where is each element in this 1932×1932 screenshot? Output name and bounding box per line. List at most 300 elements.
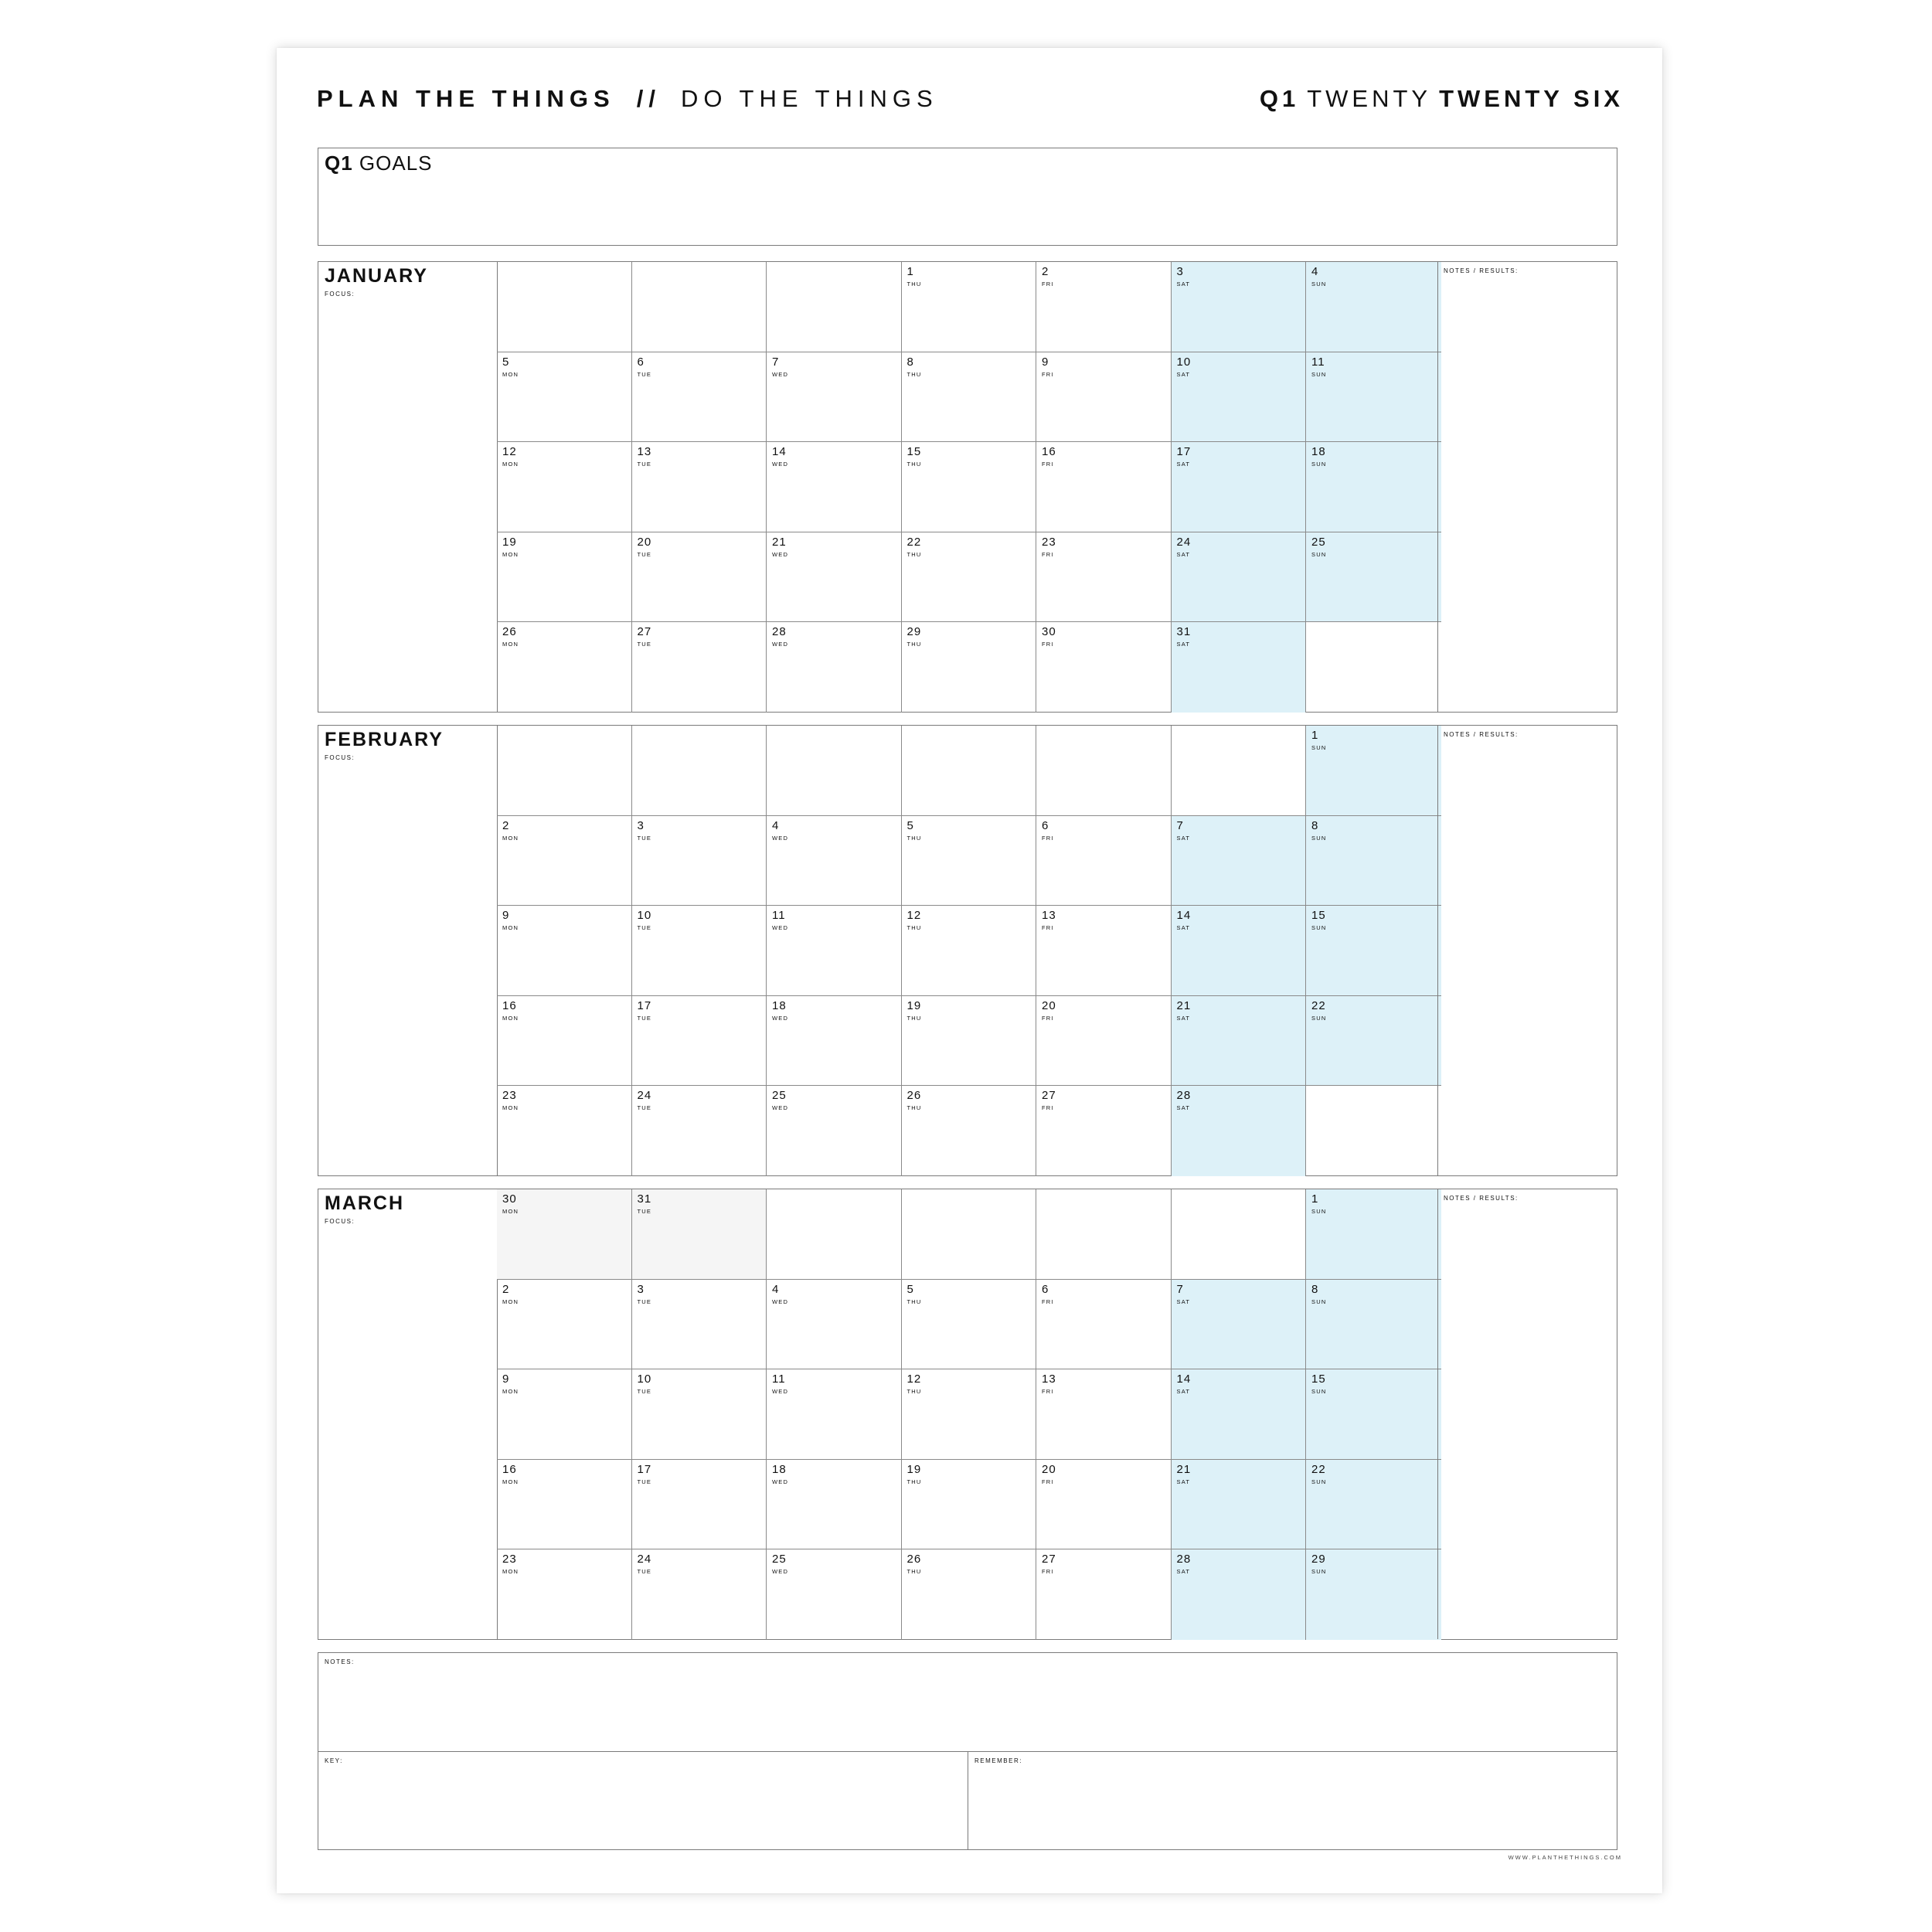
weekday-label: FRI: [1042, 370, 1054, 378]
weekday-label: TUE: [637, 834, 652, 842]
weekday-label: SAT: [1176, 1388, 1191, 1395]
weekday-label: FRI: [1042, 461, 1054, 468]
day-cell[interactable]: [902, 532, 1037, 623]
day-cell[interactable]: [1036, 1280, 1172, 1370]
weekday-label: SAT: [1176, 1014, 1191, 1022]
weekday-label: FRI: [1042, 1568, 1054, 1575]
weekday-label: SUN: [1311, 924, 1327, 931]
day-number: 16: [502, 998, 517, 1012]
day-number: 19: [906, 1462, 922, 1476]
weekday-label: WED: [772, 1104, 789, 1111]
empty-cell: [497, 726, 632, 816]
day-cell[interactable]: [902, 996, 1037, 1087]
day-number: 22: [906, 535, 922, 549]
weekday-label: SUN: [1311, 1568, 1327, 1575]
day-cell[interactable]: [1172, 532, 1307, 623]
day-number: 6: [1042, 1282, 1049, 1296]
day-cell[interactable]: [902, 622, 1037, 713]
day-cell[interactable]: [1036, 622, 1172, 713]
day-cell[interactable]: [632, 1460, 767, 1550]
weekday-label: TUE: [637, 1298, 652, 1305]
day-cell[interactable]: [767, 622, 902, 713]
weekday-label: SAT: [1176, 281, 1191, 287]
day-number: 6: [637, 355, 645, 369]
weekday-label: MON: [502, 461, 519, 468]
day-cell[interactable]: [632, 1549, 767, 1640]
day-cell[interactable]: [497, 906, 632, 996]
weekday-label: SUN: [1311, 550, 1327, 558]
footer-url: WWW.PLANTHETHINGS.COM: [1508, 1854, 1622, 1861]
weekday-label: WED: [772, 641, 789, 648]
day-number: 28: [772, 625, 787, 638]
bottom-section: [318, 1652, 1617, 1850]
day-cell[interactable]: [767, 1369, 902, 1460]
day-cell[interactable]: [1172, 1086, 1307, 1176]
day-cell[interactable]: [902, 1280, 1037, 1370]
notes-label: NOTES:: [325, 1658, 355, 1665]
day-number: 3: [1176, 265, 1184, 278]
day-number: 12: [502, 445, 517, 458]
day-cell[interactable]: [497, 1280, 632, 1370]
day-number: 24: [637, 1089, 652, 1102]
weekday-label: SAT: [1176, 641, 1191, 648]
day-cell[interactable]: [902, 1369, 1037, 1460]
day-number: 6: [1042, 818, 1049, 832]
day-number: 11: [772, 1372, 786, 1386]
empty-cell: [1036, 1189, 1172, 1280]
month-block-0: [318, 261, 1617, 713]
day-cell[interactable]: [1036, 532, 1172, 623]
day-cell[interactable]: [632, 532, 767, 623]
weekday-label: TUE: [637, 1568, 652, 1575]
weekday-label: FRI: [1042, 834, 1054, 842]
empty-cell: [632, 262, 767, 352]
weekday-label: FRI: [1042, 1104, 1054, 1111]
day-number: 20: [1042, 998, 1056, 1012]
day-cell[interactable]: [1036, 1086, 1172, 1176]
day-cell[interactable]: [1306, 1369, 1441, 1460]
day-cell[interactable]: [497, 1189, 632, 1280]
weekday-label: SUN: [1311, 1478, 1327, 1485]
day-cell[interactable]: [632, 442, 767, 532]
remember-label: REMEMBER:: [975, 1757, 1022, 1764]
day-number: 23: [1042, 535, 1056, 549]
key-label: KEY:: [325, 1757, 343, 1764]
weekday-label: SUN: [1311, 744, 1327, 751]
day-cell[interactable]: [632, 996, 767, 1087]
day-cell[interactable]: [497, 1369, 632, 1460]
empty-cell: [1306, 1086, 1441, 1176]
month-name: JANUARY: [325, 265, 428, 287]
day-cell[interactable]: [1172, 352, 1307, 443]
goals-q: Q1: [325, 151, 353, 175]
weekday-label: MON: [502, 370, 519, 378]
day-cell[interactable]: [1306, 996, 1441, 1087]
day-number: 11: [772, 909, 786, 922]
day-cell[interactable]: [497, 1549, 632, 1640]
weekday-label: SUN: [1311, 1298, 1327, 1305]
day-number: 27: [637, 625, 652, 638]
weekday-label: TUE: [637, 924, 652, 931]
weekday-label: WED: [772, 1568, 789, 1575]
weekday-label: SAT: [1176, 834, 1191, 842]
day-number: 18: [772, 998, 787, 1012]
weekday-label: THU: [906, 924, 922, 931]
day-cell[interactable]: [767, 816, 902, 906]
weekday-label: TUE: [637, 1388, 652, 1395]
day-number: 4: [772, 1282, 780, 1296]
day-number: 9: [1042, 355, 1049, 369]
day-cell[interactable]: [767, 1549, 902, 1640]
weekday-label: THU: [906, 1568, 922, 1575]
weekday-label: THU: [906, 281, 922, 287]
goals-box[interactable]: [318, 148, 1617, 246]
day-number: 25: [1311, 535, 1326, 549]
empty-cell: [1306, 622, 1441, 713]
day-cell[interactable]: [497, 442, 632, 532]
day-cell[interactable]: [767, 1086, 902, 1176]
weekday-label: TUE: [637, 1478, 652, 1485]
weekday-label: THU: [906, 1298, 922, 1305]
day-cell[interactable]: [1036, 816, 1172, 906]
day-number: 1: [906, 265, 914, 278]
day-number: 14: [772, 445, 787, 458]
day-cell[interactable]: [767, 1460, 902, 1550]
day-number: 3: [637, 1282, 645, 1296]
day-cell[interactable]: [1306, 352, 1441, 443]
day-cell[interactable]: [1306, 1460, 1441, 1550]
weekday-label: FRI: [1042, 1014, 1054, 1022]
day-number: 10: [1176, 355, 1192, 369]
weekday-label: WED: [772, 1298, 789, 1305]
weekday-label: THU: [906, 1478, 922, 1485]
empty-cell: [902, 726, 1037, 816]
day-cell[interactable]: [902, 352, 1037, 443]
weekday-label: TUE: [637, 1208, 652, 1215]
notes-results-label: NOTES / RESULTS:: [1444, 1195, 1519, 1202]
day-cell[interactable]: [497, 1460, 632, 1550]
weekday-label: THU: [906, 550, 922, 558]
weekday-label: MON: [502, 1568, 519, 1575]
day-number: 26: [906, 1089, 922, 1102]
weekday-label: SAT: [1176, 1478, 1191, 1485]
header-do: DO THE THINGS: [680, 85, 938, 112]
day-cell[interactable]: [632, 816, 767, 906]
day-cell[interactable]: [1036, 1460, 1172, 1550]
notes-divider: [1437, 262, 1438, 712]
weekday-label: SUN: [1311, 461, 1327, 468]
day-cell[interactable]: [1306, 532, 1441, 623]
weekday-label: SAT: [1176, 1298, 1191, 1305]
day-number: 3: [637, 818, 645, 832]
day-cell[interactable]: [767, 442, 902, 532]
day-cell[interactable]: [632, 352, 767, 443]
weekday-label: WED: [772, 1014, 789, 1022]
weekday-label: THU: [906, 1014, 922, 1022]
day-cell[interactable]: [902, 442, 1037, 532]
header-year-bold: TWENTY SIX: [1439, 85, 1624, 112]
day-number: 10: [637, 909, 652, 922]
day-cell[interactable]: [767, 1280, 902, 1370]
day-cell[interactable]: [902, 816, 1037, 906]
notes-divider: [1437, 726, 1438, 1175]
weekday-label: FRI: [1042, 1478, 1054, 1485]
weekday-label: SAT: [1176, 550, 1191, 558]
header-plan: PLAN THE THINGS: [317, 85, 615, 112]
day-cell[interactable]: [1172, 1280, 1307, 1370]
day-number: 10: [637, 1372, 652, 1386]
day-number: 31: [637, 1192, 652, 1206]
day-number: 20: [1042, 1462, 1056, 1476]
day-number: 7: [1176, 818, 1184, 832]
day-number: 13: [1042, 1372, 1056, 1386]
day-number: 17: [637, 998, 652, 1012]
day-cell[interactable]: [1036, 442, 1172, 532]
empty-cell: [1172, 726, 1307, 816]
day-number: 21: [772, 535, 787, 549]
day-cell[interactable]: [497, 532, 632, 623]
day-cell[interactable]: [1306, 262, 1441, 352]
month-name: MARCH: [325, 1192, 405, 1214]
weekday-label: FRI: [1042, 1298, 1054, 1305]
weekday-label: SAT: [1176, 461, 1191, 468]
day-cell[interactable]: [497, 816, 632, 906]
weekday-label: TUE: [637, 370, 652, 378]
day-number: 11: [1311, 355, 1325, 369]
day-number: 12: [906, 909, 922, 922]
day-number: 29: [906, 625, 922, 638]
focus-label: FOCUS:: [325, 754, 355, 761]
weekday-label: SAT: [1176, 1568, 1191, 1575]
day-number: 13: [1042, 909, 1056, 922]
day-cell[interactable]: [1172, 1549, 1307, 1640]
weekday-label: MON: [502, 1388, 519, 1395]
weekday-label: FRI: [1042, 924, 1054, 931]
header-quarter: [1260, 85, 1624, 113]
day-number: 16: [502, 1462, 517, 1476]
day-number: 4: [772, 818, 780, 832]
day-number: 4: [1311, 265, 1319, 278]
day-cell[interactable]: [1306, 442, 1441, 532]
focus-label: FOCUS:: [325, 291, 355, 298]
day-number: 8: [1311, 1282, 1319, 1296]
day-number: 20: [637, 535, 652, 549]
day-cell[interactable]: [1036, 996, 1172, 1087]
day-cell[interactable]: [902, 262, 1037, 352]
weekday-label: TUE: [637, 461, 652, 468]
day-cell[interactable]: [902, 906, 1037, 996]
day-number: 23: [502, 1089, 517, 1102]
weekday-label: THU: [906, 834, 922, 842]
day-number: 24: [637, 1553, 652, 1566]
day-cell[interactable]: [1172, 906, 1307, 996]
weekday-label: MON: [502, 1298, 519, 1305]
day-cell[interactable]: [1036, 1549, 1172, 1640]
day-cell[interactable]: [1172, 622, 1307, 713]
weekday-label: SUN: [1311, 281, 1327, 287]
day-number: 8: [1311, 818, 1319, 832]
day-number: 21: [1176, 998, 1192, 1012]
day-number: 30: [502, 1192, 517, 1206]
day-cell[interactable]: [1036, 352, 1172, 443]
weekday-label: SAT: [1176, 1104, 1191, 1111]
day-cell[interactable]: [1306, 726, 1441, 816]
day-number: 2: [502, 1282, 510, 1296]
day-number: 18: [772, 1462, 787, 1476]
day-cell[interactable]: [1036, 262, 1172, 352]
day-number: 29: [1311, 1553, 1326, 1566]
notes-results-label: NOTES / RESULTS:: [1444, 267, 1519, 274]
day-number: 15: [906, 445, 922, 458]
weekday-label: WED: [772, 370, 789, 378]
day-number: 5: [906, 1282, 914, 1296]
weekday-label: MON: [502, 550, 519, 558]
day-number: 31: [1176, 625, 1192, 638]
day-cell[interactable]: [632, 1086, 767, 1176]
day-number: 17: [1176, 445, 1192, 458]
day-number: 7: [1176, 1282, 1184, 1296]
weekday-label: SUN: [1311, 1014, 1327, 1022]
weekday-label: WED: [772, 1388, 789, 1395]
weekday-label: MON: [502, 924, 519, 931]
day-cell[interactable]: [767, 906, 902, 996]
day-number: 24: [1176, 535, 1192, 549]
weekday-label: MON: [502, 1208, 519, 1215]
day-cell[interactable]: [767, 352, 902, 443]
day-number: 14: [1176, 1372, 1192, 1386]
day-number: 30: [1042, 625, 1056, 638]
day-cell[interactable]: [1036, 906, 1172, 996]
day-number: 14: [1176, 909, 1192, 922]
month-block-1: [318, 725, 1617, 1176]
day-number: 12: [906, 1372, 922, 1386]
day-cell[interactable]: [632, 1369, 767, 1460]
weekday-label: TUE: [637, 1014, 652, 1022]
weekday-label: MON: [502, 834, 519, 842]
day-number: 19: [906, 998, 922, 1012]
day-number: 18: [1311, 445, 1326, 458]
weekday-label: THU: [906, 1104, 922, 1111]
notes-results-label: NOTES / RESULTS:: [1444, 731, 1519, 738]
day-cell[interactable]: [1306, 816, 1441, 906]
weekday-label: FRI: [1042, 641, 1054, 648]
day-cell[interactable]: [632, 906, 767, 996]
weekday-label: TUE: [637, 641, 652, 648]
day-cell[interactable]: [902, 1086, 1037, 1176]
day-number: 25: [772, 1553, 787, 1566]
month-block-2: [318, 1189, 1617, 1640]
goals-label: GOALS: [359, 151, 433, 175]
day-cell[interactable]: [767, 996, 902, 1087]
month-name: FEBRUARY: [325, 729, 444, 750]
day-cell[interactable]: [1172, 996, 1307, 1087]
weekday-label: WED: [772, 461, 789, 468]
day-number: 9: [502, 1372, 510, 1386]
day-number: 8: [906, 355, 914, 369]
day-cell[interactable]: [1172, 1460, 1307, 1550]
weekday-label: THU: [906, 1388, 922, 1395]
day-number: 26: [906, 1553, 922, 1566]
empty-cell: [767, 262, 902, 352]
weekday-label: WED: [772, 924, 789, 931]
focus-label: FOCUS:: [325, 1218, 355, 1225]
weekday-label: SUN: [1311, 1208, 1327, 1215]
weekday-label: THU: [906, 370, 922, 378]
weekday-label: FRI: [1042, 281, 1054, 287]
day-cell[interactable]: [632, 1189, 767, 1280]
day-cell[interactable]: [497, 996, 632, 1087]
day-number: 28: [1176, 1553, 1192, 1566]
day-cell[interactable]: [1306, 1549, 1441, 1640]
weekday-label: FRI: [1042, 1388, 1054, 1395]
day-cell[interactable]: [1172, 816, 1307, 906]
empty-cell: [902, 1189, 1037, 1280]
planner-sheet: [277, 48, 1662, 1893]
weekday-label: THU: [906, 641, 922, 648]
day-cell[interactable]: [1172, 1369, 1307, 1460]
weekday-label: WED: [772, 550, 789, 558]
day-cell[interactable]: [1036, 1369, 1172, 1460]
day-cell[interactable]: [497, 1086, 632, 1176]
day-number: 27: [1042, 1089, 1056, 1102]
day-cell[interactable]: [1172, 262, 1307, 352]
weekday-label: THU: [906, 461, 922, 468]
day-number: 5: [502, 355, 510, 369]
day-number: 5: [906, 818, 914, 832]
day-cell[interactable]: [497, 352, 632, 443]
weekday-label: TUE: [637, 1104, 652, 1111]
empty-cell: [767, 726, 902, 816]
day-cell[interactable]: [767, 532, 902, 623]
weekday-label: SUN: [1311, 834, 1327, 842]
day-cell[interactable]: [1306, 1280, 1441, 1370]
weekday-label: FRI: [1042, 550, 1054, 558]
day-number: 7: [772, 355, 780, 369]
weekday-label: MON: [502, 641, 519, 648]
day-cell[interactable]: [902, 1549, 1037, 1640]
empty-cell: [632, 726, 767, 816]
day-cell[interactable]: [902, 1460, 1037, 1550]
weekday-label: SAT: [1176, 370, 1191, 378]
header-separator: //: [636, 85, 661, 112]
day-number: 17: [637, 1462, 652, 1476]
weekday-label: TUE: [637, 550, 652, 558]
day-cell[interactable]: [497, 622, 632, 713]
goals-title: [325, 151, 433, 175]
day-cell[interactable]: [1306, 906, 1441, 996]
day-number: 28: [1176, 1089, 1192, 1102]
notes-divider: [1437, 1189, 1438, 1639]
day-number: 2: [502, 818, 510, 832]
day-number: 22: [1311, 998, 1326, 1012]
day-number: 1: [1311, 1192, 1319, 1206]
day-number: 25: [772, 1089, 787, 1102]
day-cell[interactable]: [632, 1280, 767, 1370]
weekday-label: MON: [502, 1014, 519, 1022]
empty-cell: [1036, 726, 1172, 816]
day-cell[interactable]: [632, 622, 767, 713]
weekday-label: WED: [772, 1478, 789, 1485]
header-year-light: TWENTY: [1307, 85, 1432, 112]
weekday-label: SUN: [1311, 370, 1327, 378]
day-number: 15: [1311, 909, 1326, 922]
day-number: 13: [637, 445, 652, 458]
day-cell[interactable]: [1172, 442, 1307, 532]
day-number: 26: [502, 625, 517, 638]
empty-cell: [767, 1189, 902, 1280]
day-number: 27: [1042, 1553, 1056, 1566]
day-cell[interactable]: [1306, 1189, 1441, 1280]
